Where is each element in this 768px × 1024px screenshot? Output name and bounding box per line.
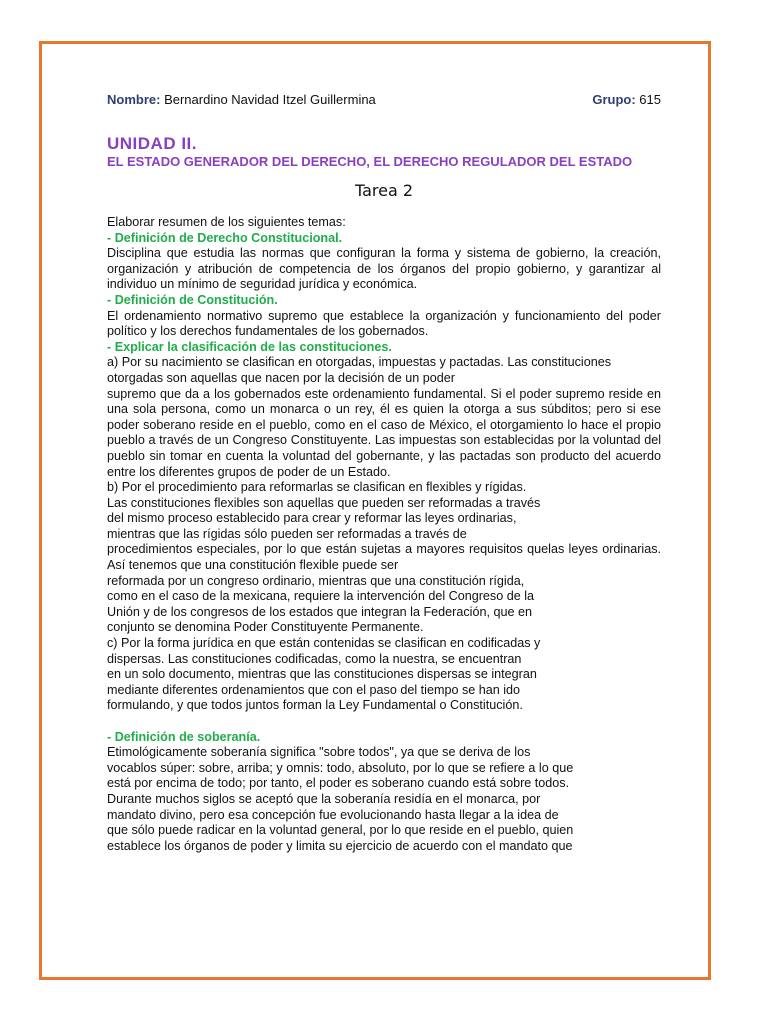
section-text-derecho-constitucional: Disciplina que estudia las normas que configuran la forma y sistema de gobierno, la creación, organización y atribución de competencia de los órganos del propio gobierno, y garantizar al individuo un mínimo de seguridad jurídica y económica. [107,246,661,292]
paragraph-line: del mismo proceso establecido para crear y reformar las leyes ordinarias, [107,511,517,526]
paragraph-line: procedimientos especiales, por lo que están sujetas a mayores requisitos quelas leyes ordinarias. Así tenemos que una constitución flexible puede ser [107,542,661,573]
paragraph-line: reformada por un congreso ordinario, mientras que una constitución rígida, [107,573,525,588]
section-text-soberania [107,745,661,854]
section-heading-derecho-constitucional: - Definición de Derecho Constitucional. [107,230,343,245]
intro-text: Elaborar resumen de los siguientes temas: [107,215,346,229]
student-name [107,92,376,108]
task-title: Tarea 2 [354,181,414,200]
paragraph-line: mientras que las rígidas sólo pueden ser reformadas a través de [107,526,467,541]
paragraph-line: mediante diferentes ordenamientos que con el paso del tiempo se han ido [107,682,521,697]
paragraph-line: otorgadas son aquellas que nacen por la decisión de un poder [107,370,455,385]
paragraph-line: supremo que da a los gobernados este ordenamiento fundamental. Si el poder supremo reside en una sola persona, como un monarca o un rey, él es quien la otorga a sus súbditos; pero si ese poder soberano reside en el pueblo, como en el caso de México, el otorgamiento lo hace el propio pueblo a través de un Congreso Constituyente. Las impuestas son establecidas por la voluntad del pueblo sin tomar en cuenta la voluntad del gobernante, y las pactadas son producto del acuerdo entre los diferentes grupos de poder de un Estado. [107,386,661,479]
paragraph-line: vocablos súper: sobre, arriba; y omnis: todo, absoluto, por lo que se refiere a lo que [107,760,574,775]
section-heading-constitucion: - Definición de Constitución. [107,292,278,307]
paragraph-line: Unión y de los congresos de los estados que integran la Federación, que en [107,604,532,619]
student-group [592,92,661,108]
unit-subtitle: EL ESTADO GENERADOR DEL DERECHO, EL DERECHO REGULADOR DEL ESTADO [107,154,633,169]
paragraph-line: en un solo documento, mientras que las constituciones dispersas se integran [107,667,537,682]
section-heading-soberania: - Definición de soberanía. [107,729,261,744]
header-row [107,92,661,108]
group-label: Grupo: [592,92,636,107]
section-text-constitucion: El ordenamiento normativo supremo que establece la organización y funcionamiento del poder político y los derechos fundamentales de los gobernados. [107,308,661,339]
paragraph-line: Etimológicamente soberanía significa "sobre todos", ya que se deriva de los [107,745,531,760]
paragraph-line: establece los órganos de poder y limita su ejercicio de acuerdo con el mandato que [107,838,573,853]
name-value: Bernardino Navidad Itzel Guillermina [164,92,376,107]
paragraph-line: dispersas. Las constituciones codificadas, como la nuestra, se encuentran [107,651,522,666]
paragraph-line: formulando, y que todos juntos forman la Ley Fundamental o Constitución. [107,698,523,713]
unit-title: UNIDAD II. [107,134,197,153]
group-value: 615 [639,92,661,107]
paragraph-line: b) Por el procedimiento para reformarlas se clasifican en flexibles y rígidas. [107,480,527,495]
paragraph-line: como en el caso de la mexicana, requiere la intervención del Congreso de la [107,589,535,604]
paragraph-line: mandato divino, pero esa concepción fue evolucionando hasta llegar a la idea de [107,807,559,822]
paragraph-line: a) Por su nacimiento se clasifican en otorgadas, impuestas y pactadas. Las constituciones [107,355,612,370]
paragraph-gap [107,714,661,730]
document-body [107,215,661,854]
paragraph-line: está por encima de todo; por tanto, el poder es soberano cuando está sobre todos. [107,776,570,791]
paragraph-line: que sólo puede radicar en la voluntad general, por lo que reside en el pueblo, quien [107,823,574,838]
paragraph-line: c) Por la forma jurídica en que están contenidas se clasifican en codificadas y [107,636,541,651]
name-label: Nombre: [107,92,161,107]
section-heading-clasificacion: - Explicar la clasificación de las constituciones. [107,339,392,354]
paragraph-line: Las constituciones flexibles son aquellas que pueden ser reformadas a través [107,495,541,510]
paragraph-line: Durante muchos siglos se aceptó que la soberanía residía en el monarca, por [107,791,541,806]
document-content [107,92,661,854]
paragraph-line: conjunto se denomina Poder Constituyente Permanente. [107,620,424,635]
section-text-clasificacion [107,355,661,714]
